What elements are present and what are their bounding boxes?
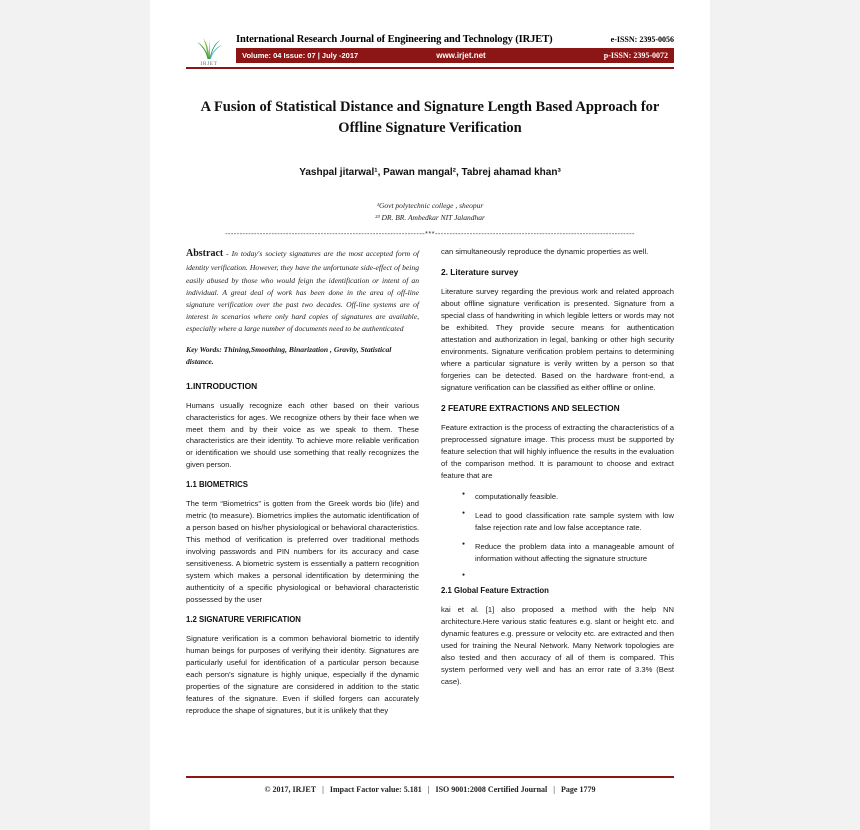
- header-right: [236, 34, 674, 67]
- journal-title: International Research Journal of Engineering and Technology (IRJET): [236, 34, 553, 45]
- feature-extraction-paragraph: Feature extraction is the process of extracting the characteristics of a preprocessed signature image. This process must be supported by feature selection that will highly influence the results in the evaluation of the comparison method. It is paramount to choose and extract feature that are: [441, 423, 674, 481]
- page-footer: [186, 776, 674, 794]
- signature-verification-paragraph: Signature verification is a common behavioral biometric to identify human beings for purposes of verifying their identity. Signatures are particularly useful for identification of a particular person because each person's signature is highly unique, especially if the dynamic properties of the signature are considered in addition to the static features of the signature. Even if skilled forgers can accurately reproduce the shape of signatures, but it is unlikely that they: [186, 634, 419, 716]
- heading-biometrics: 1.1 BIOMETRICS: [186, 480, 248, 490]
- header-band: [236, 48, 674, 63]
- left-column: [186, 246, 419, 726]
- abstract-text: - In today's society signatures are the most accepted form of identity verification. However, they have the unfortunate side-effect of being easily abused by those who would feign the identification or intent of an individual. A great deal of work has been done in the area of off-line signature verification over the past two decades. Off-line systems are of interest in scenarios where only hard copies of signatures are available, especially where a large number of documents need to be authenticated: [186, 249, 420, 334]
- keywords: Key Words: Thining,Smoothing, Binarization , Gravity, Statistical distance.: [186, 345, 392, 367]
- global-feature-paragraph: kai et al. [1] also proposed a method with the help NN architecture.Here various static features e.g. slant or height etc. and dynamic features e.g. pressure or velocity etc. are extracted and then used for training the Neural Network. Many Network topologies are also tested and then accuracy of all of them is compared. This system performed very well and has an error rate of 3.3% (Best case).: [441, 605, 674, 686]
- heading-literature-survey: 2. Literature survey: [441, 267, 519, 278]
- footer-copyright: © 2017, IRJET: [264, 785, 317, 794]
- abstract-label: Abstract: [186, 248, 224, 260]
- footer-impact-factor: Impact Factor value: 5.181: [329, 785, 422, 794]
- footer-iso: ISO 9001:2008 Certified Journal: [435, 785, 548, 794]
- journal-header: [186, 34, 674, 69]
- heading-feature-extraction: 2 FEATURE EXTRACTIONS AND SELECTION: [441, 403, 620, 414]
- volume-issue: Volume: 04 Issue: 07 | July -2017: [242, 50, 359, 60]
- list-item: ● Lead to good classification rate sample system with low false rejection rate and low false acceptance rate.: [475, 510, 674, 534]
- feature-bullet-list: [441, 491, 674, 577]
- continued-paragraph: can simultaneously reproduce the dynamic properties as well.: [441, 247, 649, 257]
- leaf-logo-icon: [194, 34, 224, 60]
- affiliations: [186, 200, 674, 223]
- heading-introduction: 1.INTRODUCTION: [186, 380, 258, 391]
- section-divider: ---------------------------------------------------------------------***---------------------------------------------------------------------: [225, 229, 635, 239]
- page-content: [150, 0, 710, 726]
- list-item: [475, 572, 674, 577]
- footer-separator-3: |: [553, 785, 556, 794]
- abstract-paragraph: [186, 246, 419, 335]
- right-column: [441, 246, 674, 726]
- irjet-logo: [186, 34, 236, 67]
- journal-website[interactable]: www.irjet.net: [436, 50, 486, 60]
- list-item: ● Reduce the problem data into a manageable amount of information without affecting the signature structure: [475, 541, 674, 565]
- literature-survey-paragraph: Literature survey regarding the previous work and related approach about offline signature verification is presented. Signature from a special class of handwriting in which legible letters or words may not be exhibited. They provide secure means for authentication attestation and authorization in legal, banking or other high security environments. Signature verification problem pertains to determining where a particular signature is verily written by a person so that forgeries can be detected. Based on the hardware front-end, a signature verification can be classified as either offline or online.: [441, 287, 674, 393]
- logo-caption: IRJET: [200, 61, 218, 67]
- header-title-row: [236, 34, 674, 48]
- list-item: ● computationally feasible.: [475, 491, 674, 503]
- biometrics-paragraph: The term “Biometrics” is gotten from the Greek words bio (life) and metric (to measure). Biometrics implies the automatic identification of a person based on his/her physiological or behavioral characteristics. This method of verification is preferred over traditional methods involving passwords and PIN numbers for its accuracy and case sensitiveness. A biometric system is essentially a pattern recognition system which makes a personal identification by determining the authenticity of a specific physiological or behavioral characteristic possessed by the user: [186, 499, 419, 605]
- footer-separator-1: |: [322, 785, 324, 794]
- affiliation-2: ²³ DR. BR. Ambedkar NIT Jalandhar: [375, 212, 485, 222]
- footer-separator-2: |: [427, 785, 430, 794]
- footer-page-number: Page 1779: [561, 785, 596, 794]
- intro-paragraph: Humans usually recognize each other based on their various characteristics for ages. We recognize others by their face when we meet them and by their voice as we speak to them. These characteristics are their identity. To achieve more reliable verification or identification we should use something that really recognizes the given person.: [186, 400, 419, 470]
- paper-page: [150, 0, 710, 830]
- two-column-body: [186, 246, 674, 726]
- affiliation-1: ¹Govt polytechnic college , sheopur: [376, 201, 484, 211]
- paper-title: A Fusion of Statistical Distance and Signature Length Based Approach for Offline Signature Verification: [200, 99, 660, 136]
- p-issn: p-ISSN: 2395-0072: [603, 50, 668, 60]
- heading-global-feature-extraction: 2.1 Global Feature Extraction: [441, 586, 549, 596]
- authors-line: Yashpal jitarwal¹, Pawan mangal², Tabrej ahamad khan³: [299, 167, 561, 179]
- heading-signature-verification: 1.2 SIGNATURE VERIFICATION: [186, 615, 301, 625]
- e-issn: e-ISSN: 2395-0056: [610, 35, 674, 44]
